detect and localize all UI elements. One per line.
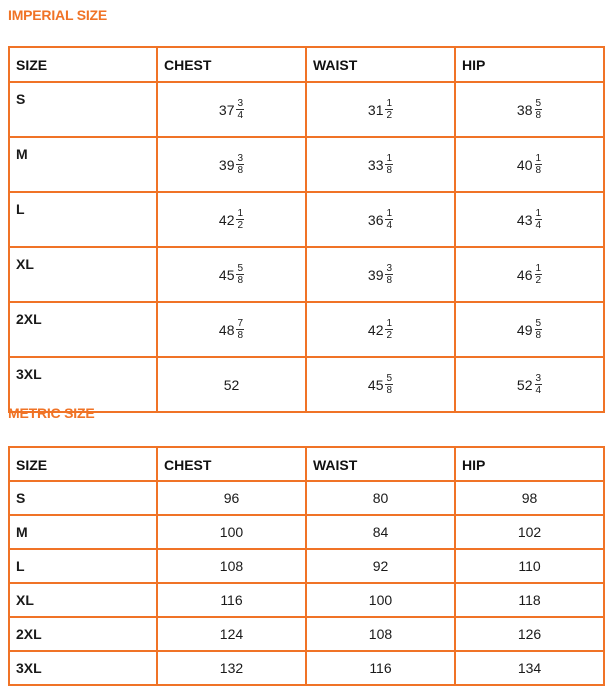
chest-cell [157, 192, 306, 247]
whole-number: 46 [516, 266, 533, 283]
table-row [9, 515, 604, 549]
measurement [219, 263, 244, 286]
size-label: M [9, 137, 157, 192]
chest-cell [157, 137, 306, 192]
measurement [368, 263, 393, 286]
table-row [9, 192, 604, 247]
fraction-denominator: 2 [386, 110, 393, 121]
hip-cell: 110 [455, 549, 604, 583]
header-chest: CHEST [157, 47, 306, 82]
fraction-numerator: 5 [386, 373, 393, 384]
fraction-numerator: 1 [386, 153, 393, 164]
fraction-numerator: 3 [535, 373, 542, 384]
fraction [385, 263, 393, 286]
fraction-numerator: 1 [386, 98, 393, 109]
measurement [368, 208, 393, 231]
fraction [535, 153, 543, 176]
whole-number: 40 [516, 156, 533, 173]
measurement [517, 263, 542, 286]
fraction-numerator: 3 [237, 98, 244, 109]
fraction-numerator: 1 [386, 318, 393, 329]
waist-cell [306, 302, 455, 357]
waist-cell: 80 [306, 481, 455, 515]
fraction [535, 208, 543, 231]
header-size: SIZE [9, 447, 157, 481]
size-label: M [9, 515, 157, 549]
fraction-numerator: 1 [535, 153, 542, 164]
fraction [236, 318, 244, 341]
hip-cell [455, 357, 604, 412]
metric-size-table [8, 446, 605, 686]
size-label: 2XL [9, 617, 157, 651]
fraction [385, 318, 393, 341]
table-row [9, 357, 604, 412]
fraction-numerator: 1 [237, 208, 244, 219]
fraction-numerator: 5 [535, 318, 542, 329]
chest-cell [157, 357, 306, 412]
waist-cell: 116 [306, 651, 455, 685]
chest-cell: 132 [157, 651, 306, 685]
waist-cell: 108 [306, 617, 455, 651]
chest-cell [157, 82, 306, 137]
header-waist: WAIST [306, 447, 455, 481]
fraction [236, 153, 244, 176]
chest-cell: 116 [157, 583, 306, 617]
fraction [535, 98, 543, 121]
waist-cell: 100 [306, 583, 455, 617]
fraction-numerator: 1 [386, 208, 393, 219]
measurement [517, 153, 542, 176]
waist-cell: 84 [306, 515, 455, 549]
fraction-denominator: 4 [535, 220, 542, 231]
fraction-denominator: 8 [535, 330, 542, 341]
whole-number: 49 [516, 321, 533, 338]
fraction-denominator: 8 [386, 385, 393, 396]
fraction [236, 208, 244, 231]
whole-number: 39 [218, 156, 235, 173]
header-waist: WAIST [306, 47, 455, 82]
waist-cell: 92 [306, 549, 455, 583]
fraction [385, 208, 393, 231]
hip-cell: 98 [455, 481, 604, 515]
hip-cell [455, 192, 604, 247]
table-row [9, 302, 604, 357]
size-label: XL [9, 247, 157, 302]
header-hip: HIP [455, 447, 604, 481]
table-row [9, 549, 604, 583]
fraction-denominator: 2 [535, 275, 542, 286]
measurement [368, 318, 393, 341]
size-label: 3XL [9, 651, 157, 685]
fraction-numerator: 5 [535, 98, 542, 109]
chest-cell: 100 [157, 515, 306, 549]
chest-cell [157, 302, 306, 357]
size-label: 2XL [9, 302, 157, 357]
measurement [368, 373, 393, 396]
fraction [385, 153, 393, 176]
fraction-denominator: 8 [386, 275, 393, 286]
whole-number: 52 [223, 376, 240, 393]
measurement [517, 208, 542, 231]
fraction [535, 263, 543, 286]
fraction-denominator: 8 [535, 165, 542, 176]
header-hip: HIP [455, 47, 604, 82]
fraction [236, 98, 244, 121]
measurement [368, 153, 393, 176]
whole-number: 52 [516, 376, 533, 393]
table-row [9, 137, 604, 192]
chest-cell: 124 [157, 617, 306, 651]
fraction-denominator: 8 [237, 275, 244, 286]
table-row [9, 247, 604, 302]
table-header-row [9, 47, 604, 82]
fraction-numerator: 1 [535, 208, 542, 219]
table-row [9, 583, 604, 617]
chest-cell [157, 247, 306, 302]
table-row [9, 481, 604, 515]
imperial-size-title: IMPERIAL SIZE [8, 7, 108, 23]
waist-cell [306, 247, 455, 302]
hip-cell: 118 [455, 583, 604, 617]
measurement [219, 98, 244, 121]
hip-cell: 134 [455, 651, 604, 685]
size-label: L [9, 549, 157, 583]
measurement [517, 318, 542, 341]
waist-cell [306, 137, 455, 192]
whole-number: 48 [218, 321, 235, 338]
table-row [9, 82, 604, 137]
fraction-denominator: 8 [535, 110, 542, 121]
hip-cell [455, 247, 604, 302]
fraction-denominator: 4 [535, 385, 542, 396]
fraction-numerator: 1 [535, 263, 542, 274]
whole-number: 31 [367, 101, 384, 118]
fraction-numerator: 5 [237, 263, 244, 274]
chest-cell: 96 [157, 481, 306, 515]
whole-number: 38 [516, 101, 533, 118]
metric-size-title: METRIC SIZE [8, 405, 95, 421]
whole-number: 33 [367, 156, 384, 173]
fraction [535, 318, 543, 341]
whole-number: 45 [218, 266, 235, 283]
size-label: L [9, 192, 157, 247]
fraction [535, 373, 543, 396]
measurement [224, 377, 240, 393]
size-label: S [9, 481, 157, 515]
hip-cell: 126 [455, 617, 604, 651]
waist-cell [306, 357, 455, 412]
whole-number: 42 [367, 321, 384, 338]
size-label: S [9, 82, 157, 137]
whole-number: 36 [367, 211, 384, 228]
hip-cell [455, 137, 604, 192]
size-label: 3XL [9, 357, 157, 412]
whole-number: 39 [367, 266, 384, 283]
fraction [385, 98, 393, 121]
fraction [385, 373, 393, 396]
fraction-denominator: 4 [386, 220, 393, 231]
whole-number: 43 [516, 211, 533, 228]
measurement [219, 208, 244, 231]
fraction-denominator: 8 [386, 165, 393, 176]
header-chest: CHEST [157, 447, 306, 481]
chest-cell: 108 [157, 549, 306, 583]
whole-number: 37 [218, 101, 235, 118]
fraction-denominator: 2 [386, 330, 393, 341]
measurement [517, 98, 542, 121]
fraction-denominator: 4 [237, 110, 244, 121]
fraction-numerator: 3 [237, 153, 244, 164]
hip-cell [455, 82, 604, 137]
table-header-row [9, 447, 604, 481]
waist-cell [306, 192, 455, 247]
measurement [368, 98, 393, 121]
hip-cell: 102 [455, 515, 604, 549]
fraction-denominator: 8 [237, 165, 244, 176]
fraction-numerator: 7 [237, 318, 244, 329]
measurement [219, 153, 244, 176]
whole-number: 45 [367, 376, 384, 393]
whole-number: 42 [218, 211, 235, 228]
header-size: SIZE [9, 47, 157, 82]
fraction [236, 263, 244, 286]
size-label: XL [9, 583, 157, 617]
hip-cell [455, 302, 604, 357]
fraction-numerator: 3 [386, 263, 393, 274]
imperial-size-table [8, 46, 605, 413]
table-row [9, 617, 604, 651]
waist-cell [306, 82, 455, 137]
fraction-denominator: 2 [237, 220, 244, 231]
table-row [9, 651, 604, 685]
measurement [517, 373, 542, 396]
measurement [219, 318, 244, 341]
fraction-denominator: 8 [237, 330, 244, 341]
